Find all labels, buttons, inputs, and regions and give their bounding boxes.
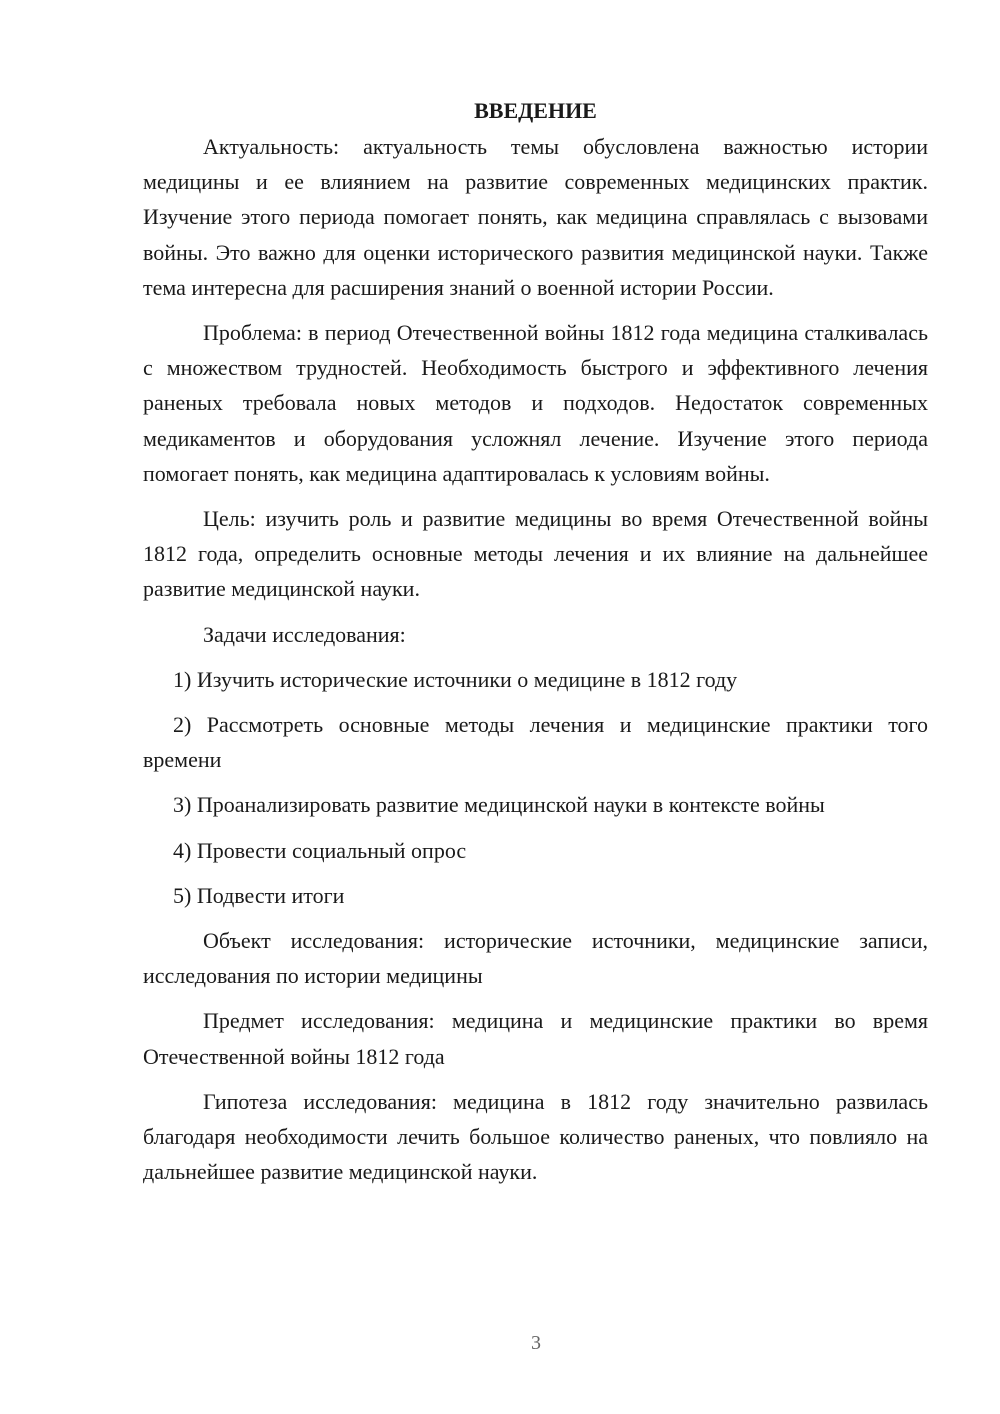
- paragraph-goal: Цель: изучить роль и развитие медицины во время Отечественной войны 1812 года, определить основные методы лечения и их влияние на дальнейшее развитие медицинской науки.: [143, 506, 928, 602]
- document-page: [143, 93, 928, 1199]
- paragraph-hypothesis: Гипотеза исследования: медицина в 1812 году значительно развилась благодаря необходимости лечить большое количество раненых, что повлияло на дальнейшее развитие медицинской науки.: [143, 1088, 928, 1185]
- tasks-list: [143, 662, 928, 913]
- list-item: 4) Провести социальный опрос: [173, 837, 467, 863]
- page-title: ВВЕДЕНИЕ: [474, 98, 597, 123]
- paragraph-relevance: Актуальность: актуальность темы обусловлена важностью истории медицины и ее влиянием на развитие современных медицинских практик. Изучение этого периода помогает понять, как медицина справлялась с вызовами войны. Это важно для оценки исторического развития медицинской науки. Также тема интересна для расширения знаний о военной истории России.: [143, 134, 928, 300]
- list-item: 3) Проанализировать развитие медицинской науки в контексте войны: [173, 792, 825, 818]
- paragraph-subject: Предмет исследования: медицина и медицинские практики во время Отечественной войны 1812 года: [143, 1008, 928, 1069]
- list-item: 2) Рассмотреть основные методы лечения и медицинские практики того времени: [143, 712, 928, 773]
- paragraph-problem: Проблема: в период Отечественной войны 1812 года медицина сталкивалась с множеством трудностей. Необходимость быстрого и эффективного лечения раненых требовала новых методов и подходов. Недостаток современных медикаментов и оборудования усложнял лечение. Изучение этого периода помогает понять, как медицина адаптировалась к условиям войны.: [143, 320, 928, 486]
- paragraph-object: Объект исследования: исторические источники, медицинские записи, исследования по истории медицины: [143, 928, 928, 989]
- list-item: 1) Изучить исторические источники о медицине в 1812 году: [173, 666, 738, 692]
- tasks-heading: Задачи исследования:: [203, 621, 406, 647]
- list-item: 5) Подвести итоги: [173, 882, 345, 908]
- page-number: 3: [531, 1332, 541, 1354]
